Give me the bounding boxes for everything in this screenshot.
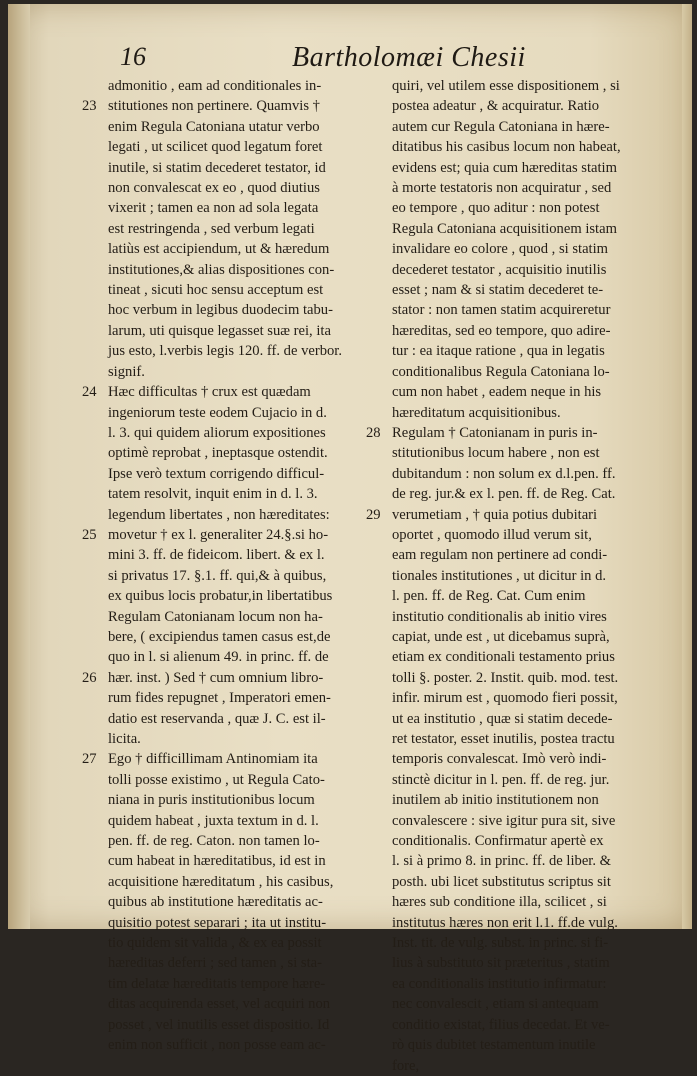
paragraph	[82, 525, 358, 668]
right-column	[366, 76, 662, 1076]
margin-number: 28	[366, 424, 381, 441]
page-gutter	[8, 4, 30, 929]
paragraph	[82, 668, 358, 750]
paragraph-text: Hæc difficultas † crux est quædam ingeniorum teste eodem Cujacio in d. l. 3. qui quidem aliorum expositiones optimè reprobat , ineptasque ostendit. Ipse verò textum corrigendo difficul- tatem resolvit, inquit enim in d. l. 3. legendum libertates , non hæreditates:	[108, 384, 330, 523]
paragraph	[82, 96, 358, 382]
page-edge	[682, 4, 692, 929]
margin-number: 29	[366, 506, 381, 523]
margin-number: 26	[82, 669, 97, 686]
paragraph	[366, 423, 662, 505]
paragraph-text: hær. inst. ) Sed † cum omnium libro- rum fides repugnet , Imperatori emen- datio est reservanda , quæ J. C. est il- licita.	[108, 669, 331, 747]
left-column	[82, 76, 358, 1056]
margin-number: 25	[82, 526, 97, 543]
margin-number: 23	[82, 98, 97, 115]
margin-number: 24	[82, 384, 97, 401]
paragraph-text: stitutiones non pertinere. Quamvis † enim Regula Catoniana utatur verbo legati , ut scilicet quod legatum foret inutile, si statim decederet testator, id non convalescat ex eo , quod diutius vixerit ; tamen ea non ad sola legata est restringenda , sed verbum legati latiùs est accipiendum, ut & hæredum institutiones,& alias dispositiones con- tineat , sicuti hoc sensu acceptum est hoc verbum in legibus duodecim tabu- larum, uti quisque legasset suæ rei, ita jus esto, l.verbis legis 120. ff. de verbor. signif.	[108, 98, 343, 380]
paragraph-text: movetur † ex l. generaliter 24.§.si ho- mini 3. ff. de fideicom. libert. & ex l. si privatus 17. §.1. ff. qui,& à quibus, ex quibus locis probatur,in libertatibus Regulam Catonianam locum non ha- bere, ( excipiendus tamen casus est,de quo in l. si alienum 49. in princ. ff. de	[108, 526, 333, 666]
paragraph	[366, 505, 662, 1076]
paragraph	[82, 382, 358, 525]
paragraph	[82, 749, 358, 1055]
paragraph-text: quiri, vel utilem esse dispositionem , si postea adeatur , & acquiratur. Ratio autem cur Regula Catoniana in hære- ditatibus his casibus locum non habeat, evidens est; quia cum hæreditas statim à morte testatoris non acquiratur , sed eo tempore , quo aditur : non potest Regula Catoniana acquisitionem istam invalidare eo colore , quod , si statim decederet testator , acquisitio inutilis esset ; nam & si statim decederet te- stator : non tamen statim acquireretur hæreditas, sed eo tempore, quo adire- tur : ea itaque ratione , qua in legatis conditionalibus Regula Catoniana lo- cum non habet , eadem neque in his hæreditatum acquisitionibus.	[392, 78, 621, 421]
page-number: 16	[120, 42, 146, 71]
paragraph-text: verumetiam , † quia potius dubitari oportet , quomodo illud verum sit, eam regulam non pertinere ad condi- tionales institutiones , ut dicitur in d. l. pen. ff. de Reg. Cat. Cum enim institutio conditionalis ab initio vires capiat, unde est , ut dicebamus suprà, etiam ex conditionali testamento prius tolli §. poster. 2. Instit. quib. mod. test. infir. mirum est , quomodo fieri possit, ut ea institutio , quæ si statim decede- ret testator, esset inutilis, postea tractu temporis convalescat. Imò verò indi- stinctè dicitur in l. pen. ff. de reg. jur. inutilem ab initio institutionem non convalescere : sive igitur pura sit, sive conditionalis. Confirmatur apertè ex l. si à primo 8. in princ. ff. de liber. & posth. ubi licet substitutus scriptus sit hæres sub conditione illa, scilicet , si institutus hæres non erit l.1. ff.de vulg. Inst. tit. de vulg. subst. in princ. si fi- lius à substituto sit præteritus , statim ea conditionalis institutio infirmatur: nec convalescit , etiam si antequam conditio existat, filius decedat. Et ve- rò quis dubitet testamentum inutile fore,	[392, 506, 619, 1074]
margin-number: 27	[82, 751, 97, 768]
paragraph	[108, 76, 358, 96]
paragraph-text: admonitio , eam ad conditionales in-	[108, 78, 322, 94]
paragraph-text: Ego † difficillimam Antinomiam ita tolli posse existimo , ut Regula Cato- niana in puris institutionibus locum quidem habeat , juxta textum in d. l. pen. ff. de reg. Caton. non tamen lo- cum habeat in hæreditatibus, id est in acquisitione hæreditatum , his casibus, quibus ab institutione hæreditatis ac- quisitio potest separari ; ita ut institu- tio quidem sit valida , & ex ea possit hæreditas deferri ; sed tamen , si sta- tim delatæ hæreditatis tempore hære- ditas acquirenda esset, vel acquiri non posset , vel inutilis esset dispositio. Id enim non sufficit , non posse eam ac-	[108, 751, 334, 1054]
running-head: Bartholomæi Chesii	[292, 42, 526, 73]
paragraph	[392, 76, 662, 423]
paragraph-text: Regulam † Catonianam in puris in- stitutionibus locum habere , non est dubitandum : non solum ex d.l.pen. ff. de reg. jur.& ex l. pen. ff. de Reg. Cat.	[392, 424, 616, 503]
